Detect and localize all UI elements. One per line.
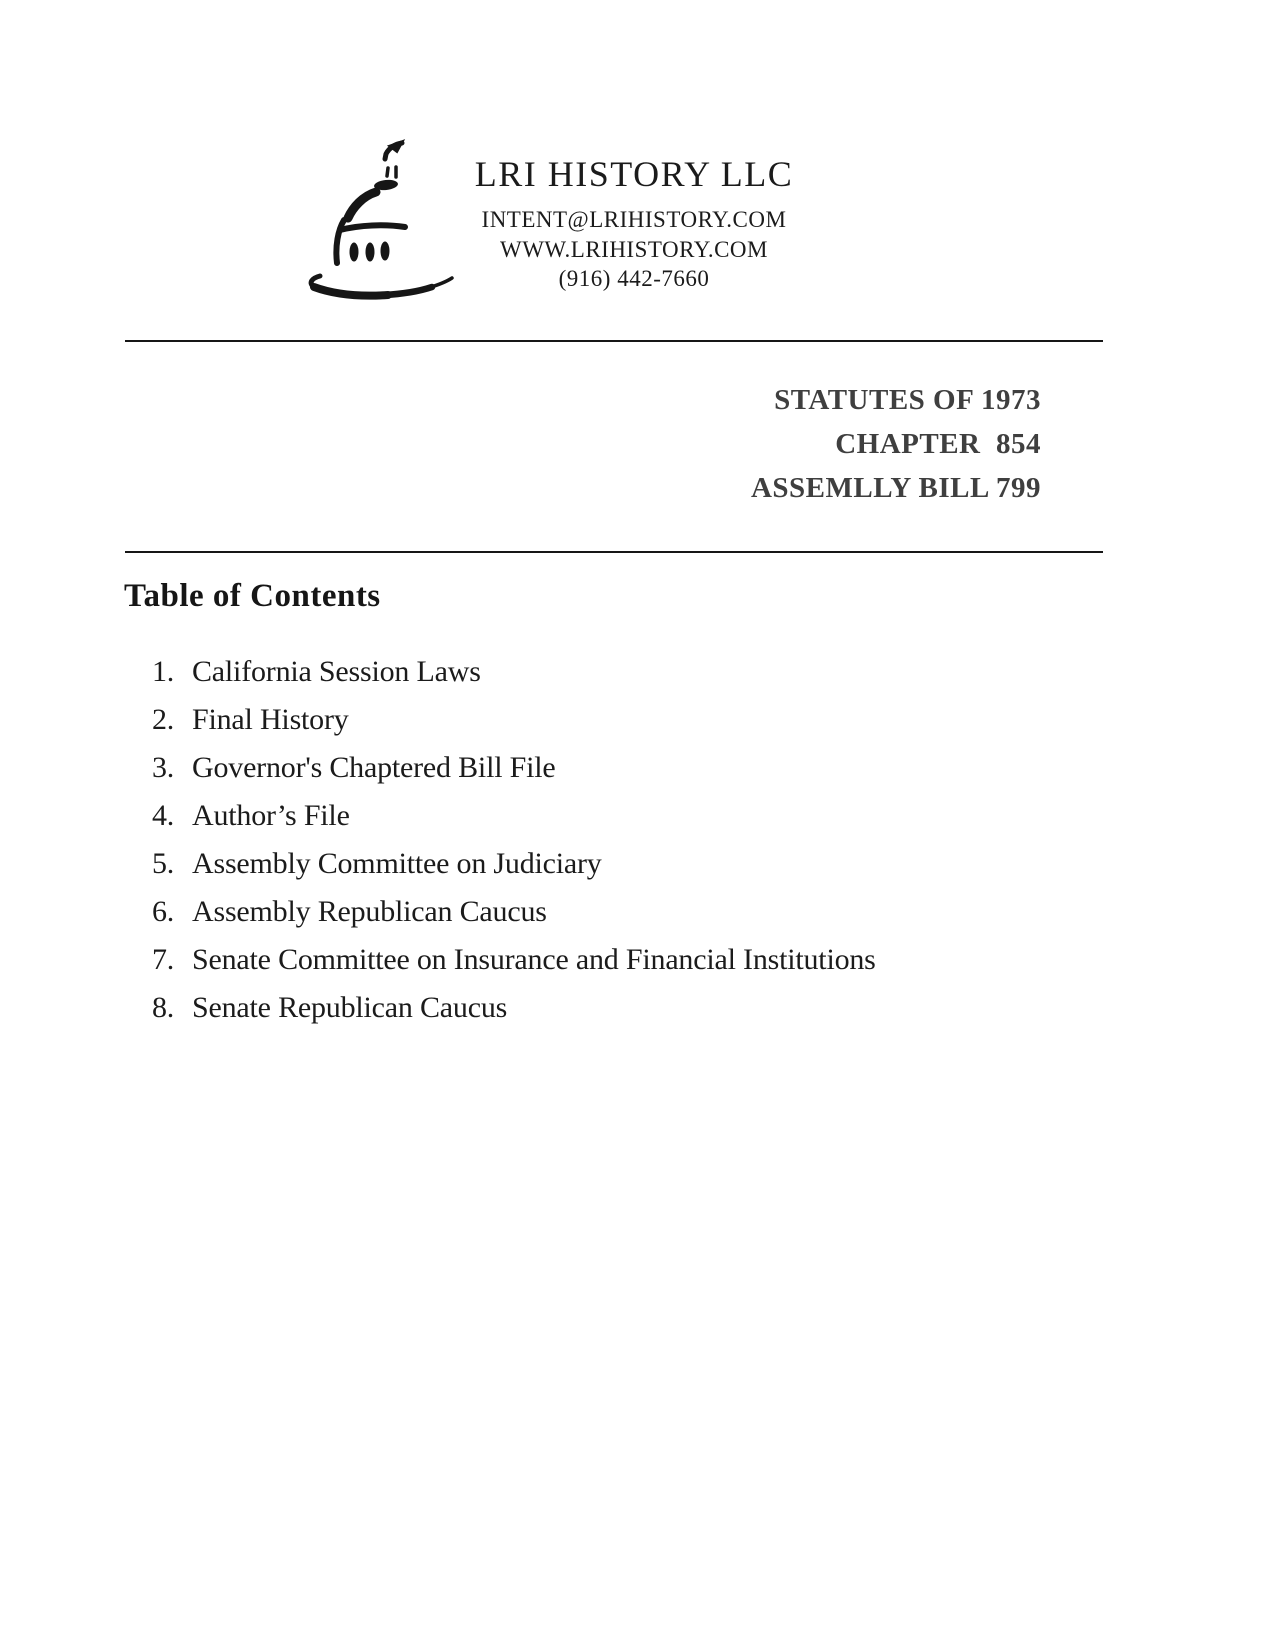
toc-item bbox=[152, 888, 1112, 936]
toc-item-label: Final History bbox=[192, 703, 349, 736]
toc-item bbox=[152, 648, 1112, 696]
toc-item-label: Senate Republican Caucus bbox=[192, 991, 508, 1024]
statutes-year-line: STATUTES OF 1973 bbox=[774, 384, 1041, 416]
toc-item-label: Author’s File bbox=[192, 799, 350, 832]
toc-item bbox=[152, 936, 1112, 984]
company-email: INTENT@LRIHISTORY.COM bbox=[481, 207, 787, 232]
toc-item bbox=[152, 696, 1112, 744]
company-name: LRI HISTORY LLC bbox=[474, 154, 794, 194]
assembly-bill-line: ASSEMLLY BILL 799 bbox=[750, 472, 1041, 504]
statute-reference-block bbox=[751, 378, 1041, 510]
divider-bottom bbox=[125, 551, 1103, 553]
chapter-line: CHAPTER 854 bbox=[835, 428, 1041, 460]
toc-item bbox=[152, 744, 1112, 792]
toc-item-number: 7. bbox=[152, 943, 175, 976]
toc-item bbox=[152, 984, 1112, 1032]
toc-heading: Table of Contents bbox=[124, 578, 381, 614]
toc-item-number: 3. bbox=[152, 751, 175, 784]
toc-item-number: 4. bbox=[152, 799, 175, 832]
toc-item-label: California Session Laws bbox=[192, 655, 481, 688]
divider-top bbox=[125, 340, 1103, 342]
toc-item-number: 1. bbox=[152, 655, 175, 688]
toc-item-label: Senate Committee on Insurance and Financial Institutions bbox=[192, 943, 876, 976]
toc-item bbox=[152, 792, 1112, 840]
company-phone: (916) 442-7660 bbox=[558, 266, 710, 291]
toc-item-number: 5. bbox=[152, 847, 175, 880]
toc-item bbox=[152, 840, 1112, 888]
toc-item-number: 2. bbox=[152, 703, 175, 736]
toc-item-label: Assembly Committee on Judiciary bbox=[192, 847, 602, 880]
header bbox=[384, 152, 884, 294]
toc-list bbox=[152, 648, 1112, 1032]
toc-item-label: Governor's Chaptered Bill File bbox=[192, 751, 556, 784]
toc-item-number: 6. bbox=[152, 895, 175, 928]
toc-item-label: Assembly Republican Caucus bbox=[192, 895, 547, 928]
toc-item-number: 8. bbox=[152, 991, 175, 1024]
company-website: WWW.LRIHISTORY.COM bbox=[500, 236, 768, 262]
